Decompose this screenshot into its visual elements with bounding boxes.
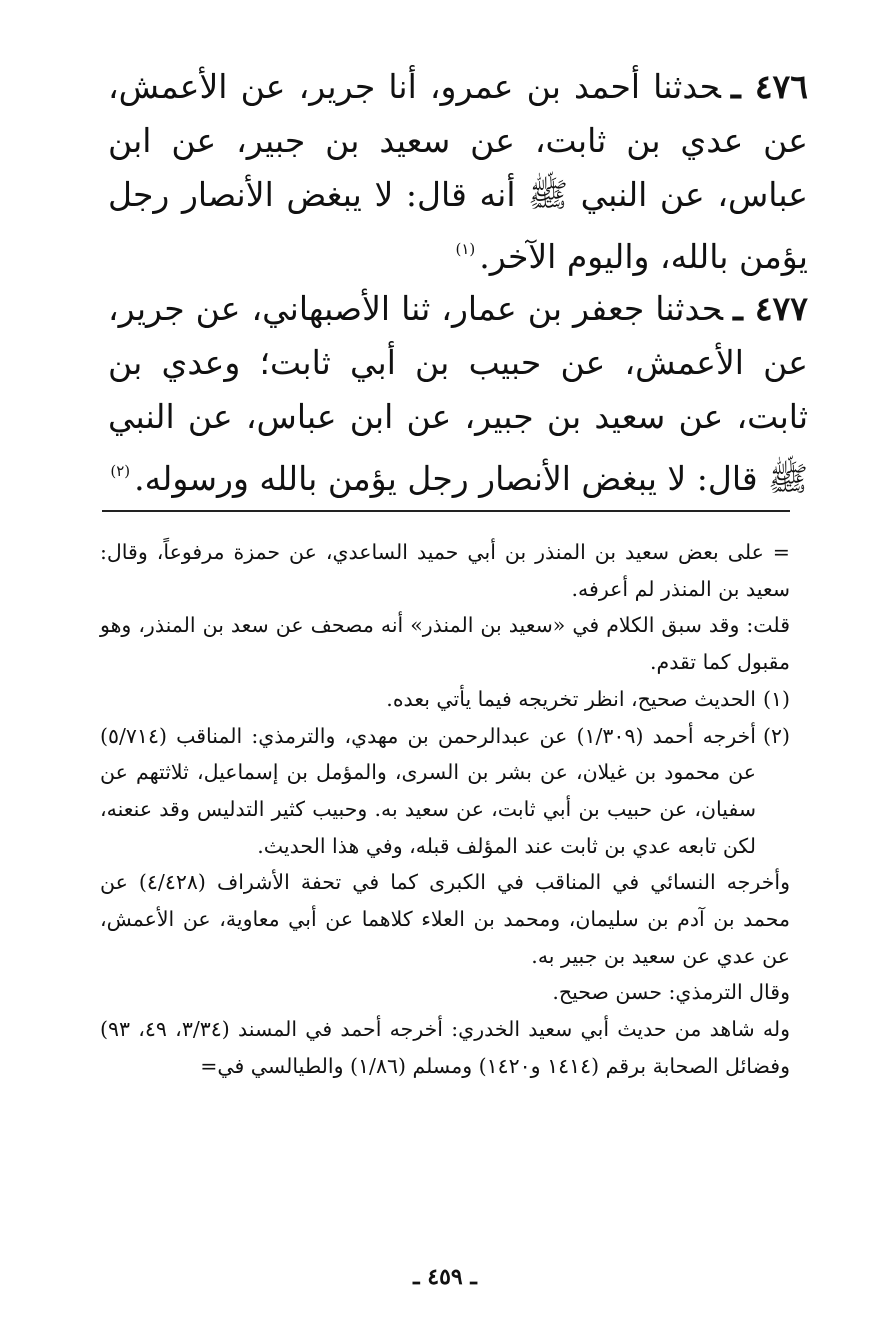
footnote-1 — [100, 681, 790, 718]
footnote-ref[interactable]: (٢) — [110, 462, 131, 480]
footnote-text: الحديث صحيح، انظر تخريجه فيما يأتي بعده. — [386, 686, 756, 711]
hadith-text: حدثنا أحمد بن عمرو، أنا جرير، عن الأعمش، عن عدي بن ثابت، عن سعيد بن جبير، عن ابن عباس، عن النبي ﷺ أنه قال: لا يبغض الأنصار رجل يؤمن بالله، واليوم الآخر. — [108, 67, 808, 276]
footnote-number: (١) — [762, 686, 790, 711]
hadith-number: ٤٧٦ ـ — [731, 67, 808, 106]
hadith-number: ٤٧٧ ـ — [733, 289, 808, 328]
footnote-note: قلت: وقد سبق الكلام في «سعيد بن المنذر» أنه مصحف عن سعد بن المنذر، وهو مقبول كما تقدم. — [100, 613, 790, 675]
footnote-text: أخرجه أحمد (١/٣٠٩) عن عبدالرحمن بن مهدي، والترمذي: المناقب (٥/٧١٤) عن محمود بن غيلان، عن بشر بن السرى، والمؤمل بن إسماعيل، ثلاثتهم عن سفيان، عن حبيب بن أبي ثابت، عن سعيد به. وحبيب كثير التدليس وقد عنعنه، لكن تابعه عدي بن ثابت عند المؤلف قبله، وفي هذا الحديث. — [100, 723, 757, 858]
hadith-text: حدثنا جعفر بن عمار، ثنا الأصبهاني، عن جرير، عن الأعمش، عن حبيب بن أبي ثابت؛ وعدي بن ثابت، عن سعيد بن جبير، عن ابن عباس، عن النبي ﷺ قال: لا يبغض الأنصار رجل يؤمن بالله ورسوله. — [108, 289, 808, 498]
footnote-number: (٢) — [762, 723, 790, 748]
hadith-476 — [108, 60, 808, 284]
footnote-ref[interactable]: (١) — [455, 240, 476, 258]
footnote-continuation: = على بعض سعيد بن المنذر بن أبي حميد الساعدي، عن حمزة مرفوعاً، وقال: سعيد بن المنذر لم أعرفه. — [100, 540, 790, 601]
footnote-paragraph-nasai: وأخرجه النسائي في المناقب في الكبرى كما في تحفة الأشراف (٤/٤٢٨) عن محمد بن آدم بن سليمان، ومحمد بن العلاء كلاهما عن أبي معاوية، عن الأعمش، عن عدي عن سعيد بن جبير به. — [100, 870, 790, 968]
footnote-2 — [100, 718, 790, 865]
footnote-separator — [102, 510, 790, 512]
footnotes-section — [100, 534, 790, 1085]
footnote-paragraph-tirmidhi: وقال الترمذي: حسن صحيح. — [552, 980, 790, 1005]
footnote-paragraph-shahid: وله شاهد من حديث أبي سعيد الخدري: أخرجه أحمد في المسند (٣/٣٤، ٤٩، ٩٣) وفضائل الصحابة برقم (١٤١٤ و١٤٢٠) ومسلم (١/٨٦) والطيالسي في= — [100, 1017, 791, 1078]
page-number: ـ ٤٥٩ ـ — [413, 1264, 477, 1290]
hadith-477 — [108, 282, 808, 506]
